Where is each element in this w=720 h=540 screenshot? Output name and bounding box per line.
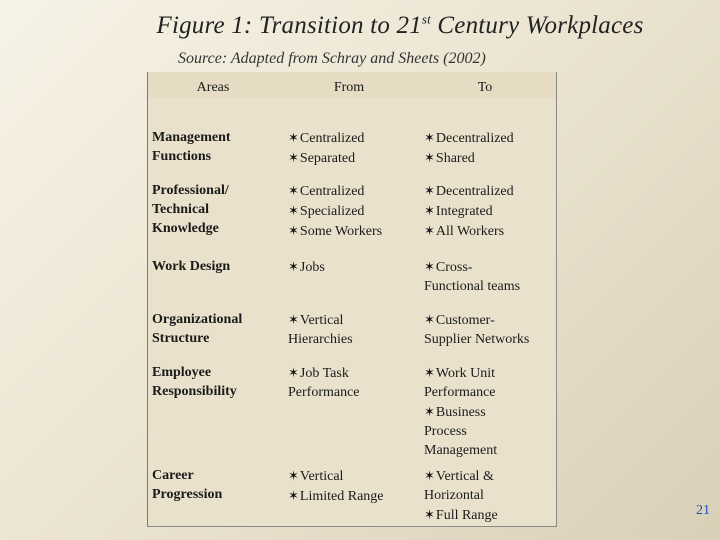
from-cell [288,310,418,349]
to-cell [424,363,552,460]
cell-text: ✶Integrated [424,203,493,219]
to-cell [424,466,552,525]
star-bullet-icon: ✶ [424,259,435,274]
area-label: Professional/ [152,183,229,198]
area-label: Technical [152,202,210,217]
cell-text: ✶Shared [424,150,475,166]
cell-text: Management [424,443,498,458]
cell-text: ✶Vertical [288,312,344,328]
from-cell [288,363,418,402]
area-cell [152,257,282,276]
star-bullet-icon: ✶ [288,365,299,380]
cell-text: Horizontal [424,488,484,503]
cell-text: ✶Limited Range [288,488,384,504]
area-cell [152,181,282,238]
slide-title-superscript: st [421,11,431,27]
table-header [148,72,556,98]
star-bullet-icon: ✶ [424,150,435,165]
to-cell [424,310,552,349]
star-bullet-icon: ✶ [288,468,299,483]
star-bullet-icon: ✶ [424,468,435,483]
star-bullet-icon: ✶ [424,183,435,198]
from-cell [288,466,418,506]
cell-text: Functional teams [424,279,521,294]
cell-text: ✶Customer- [424,312,495,328]
from-cell [288,128,418,168]
slide-title-prefix: Figure 1: Transition to 21 [156,12,422,39]
cell-text: ✶Decentralized [424,130,514,146]
slide-subtitle: Source: Adapted from Schray and Sheets (2002) [178,50,486,67]
star-bullet-icon: ✶ [288,183,299,198]
cell-text: ✶All Workers [424,223,505,239]
area-label: Knowledge [152,221,219,236]
area-label: Structure [152,331,210,346]
star-bullet-icon: ✶ [424,203,435,218]
star-bullet-icon: ✶ [288,223,299,238]
star-bullet-icon: ✶ [424,365,435,380]
header-to: To [477,80,493,95]
area-label: Management [152,130,231,145]
area-cell [152,310,282,348]
star-bullet-icon: ✶ [288,312,299,327]
to-cell [424,128,552,168]
area-label: Organizational [152,312,243,327]
area-cell [152,128,282,166]
from-cell [288,181,418,241]
area-label: Progression [152,487,223,502]
to-cell [424,257,552,296]
area-label: Work Design [152,259,231,274]
to-cell [424,181,552,241]
star-bullet-icon: ✶ [424,507,435,522]
header-from: From [333,80,365,95]
from-cell [288,257,418,277]
page-number: 21 [696,503,710,518]
cell-text: Hierarchies [288,332,353,347]
slide-title-suffix: Century Workplaces [430,12,644,39]
cell-text: ✶Work Unit [424,365,496,381]
cell-text: Supplier Networks [424,332,530,347]
cell-text: ✶Business [424,404,486,420]
star-bullet-icon: ✶ [288,150,299,165]
cell-text: ✶Centralized [288,183,365,199]
cell-text: Process [424,424,467,439]
star-bullet-icon: ✶ [424,130,435,145]
star-bullet-icon: ✶ [288,130,299,145]
area-cell [152,466,282,504]
transition-table [147,72,557,527]
star-bullet-icon: ✶ [424,404,435,419]
cell-text: Performance [288,385,360,400]
cell-text: ✶Cross- [424,259,473,275]
cell-text: ✶Vertical [288,468,344,484]
cell-text: ✶Job Task [288,365,349,381]
area-label: Responsibility [152,384,237,399]
cell-text: ✶Specialized [288,203,365,219]
cell-text: ✶Decentralized [424,183,514,199]
area-label: Career [152,468,194,483]
cell-text: Performance [424,385,496,400]
star-bullet-icon: ✶ [288,488,299,503]
star-bullet-icon: ✶ [424,312,435,327]
slide-title [0,12,720,40]
star-bullet-icon: ✶ [424,223,435,238]
cell-text: ✶Full Range [424,507,498,523]
star-bullet-icon: ✶ [288,203,299,218]
cell-text: ✶Jobs [288,259,325,275]
cell-text: ✶Some Workers [288,223,383,239]
cell-text: ✶Separated [288,150,356,166]
area-label: Employee [152,365,212,380]
cell-text: ✶Centralized [288,130,365,146]
star-bullet-icon: ✶ [288,259,299,274]
cell-text: ✶Vertical & [424,468,494,484]
area-label: Functions [152,149,212,164]
area-cell [152,363,282,401]
header-areas: Areas [196,80,230,95]
